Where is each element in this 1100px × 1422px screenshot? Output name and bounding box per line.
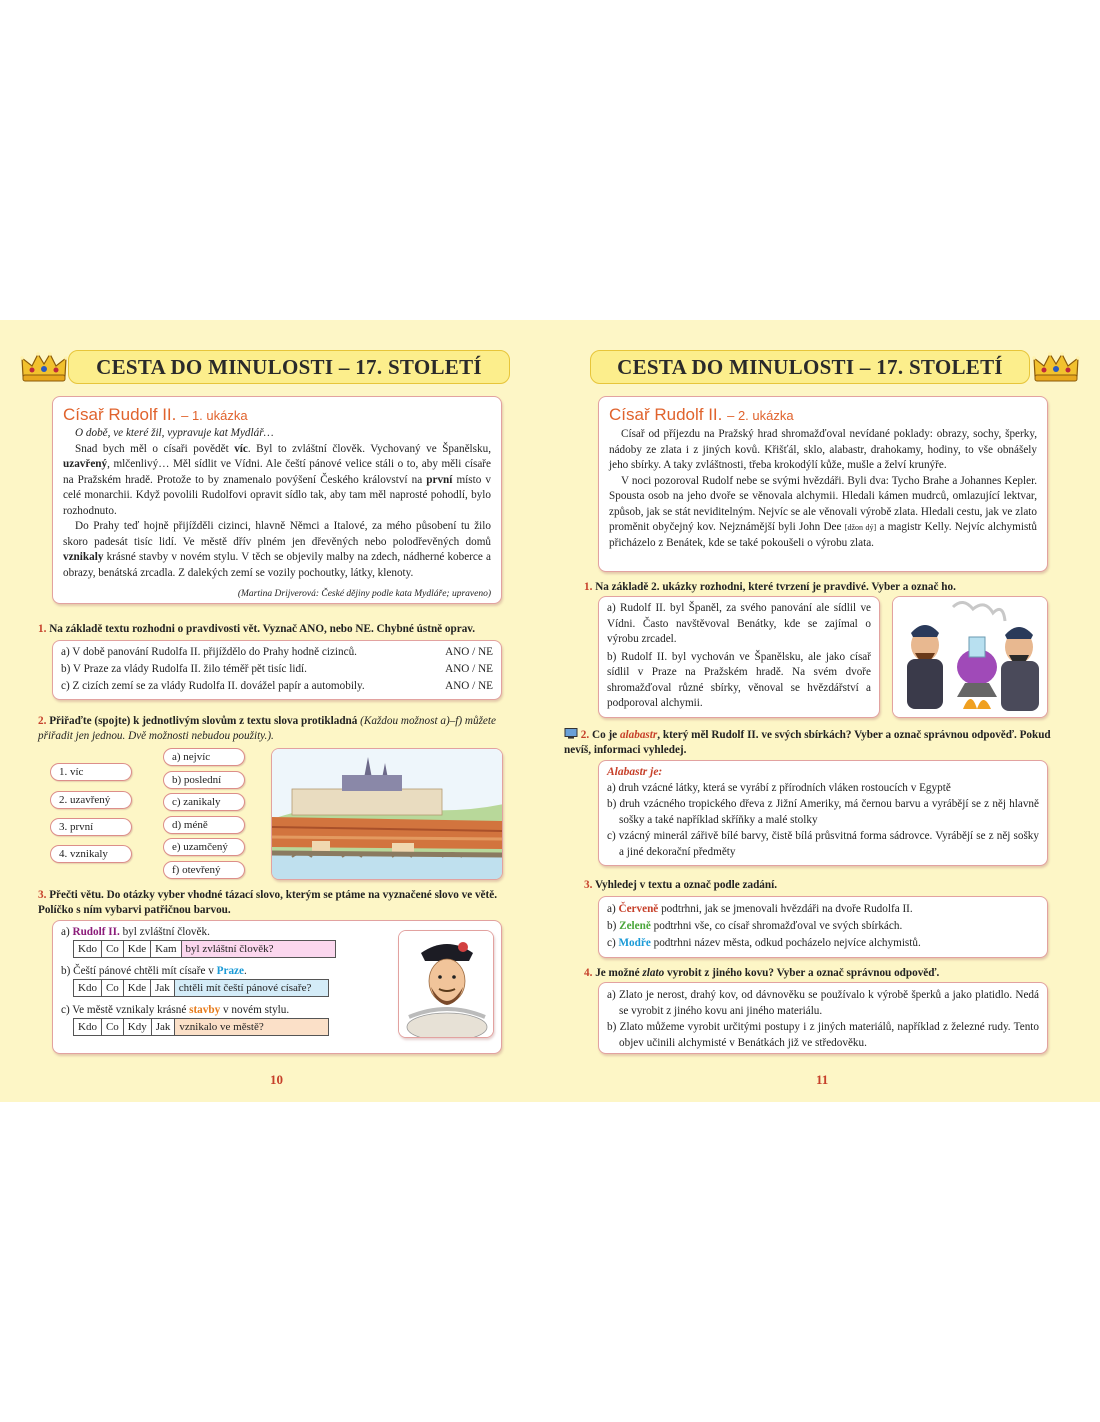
q1-option-b[interactable]: b) Rudolf II. byl vychován ve Španělsku, ale jako císař sídlil v Praze na Pražském hradě. Na svém dvoře shromažďoval různé sbírky, věnoval se hvězdářství a podporoval alchymii. (607, 650, 871, 709)
question-word-cell[interactable]: Kdo (74, 1019, 102, 1036)
reading-title: Císař Rudolf II. – 1. ukázka (63, 405, 248, 424)
q3-table-c (73, 1018, 329, 1036)
question-word-cell[interactable]: Jak (151, 1019, 175, 1036)
page-number: 11 (816, 1072, 829, 1087)
question-3: 3. Vyhledej v textu a označ podle zadání. (584, 879, 778, 891)
prague-castle-illustration (271, 748, 503, 880)
question-word-cell[interactable]: Jak (151, 980, 175, 997)
q3-instruction-c: c) Modře podtrhni název města, odkud pocházelo nejvíce alchymistů. (607, 937, 921, 949)
computer-icon (564, 728, 578, 739)
question-word-cell[interactable]: Kdo (74, 980, 102, 997)
q2-option-c[interactable]: c) vzácný minerál zářivě bílé barvy, čistě bílá průsvitná forma sádrovce. Vyrábějí se z něj sošky a jiné dekorační předměty (607, 830, 1039, 858)
option-pill[interactable]: f) otevřený (163, 861, 245, 879)
reading-title: Císař Rudolf II. – 2. ukázka (609, 405, 794, 424)
word-pill[interactable]: 3. první (50, 818, 132, 836)
question-word-cell[interactable]: Co (101, 1019, 123, 1036)
option-pill[interactable]: c) zanikaly (163, 793, 245, 811)
crown-icon (20, 350, 68, 384)
book-spread (0, 320, 1100, 1102)
q3-table-b (73, 979, 329, 997)
alchemists-illustration (892, 596, 1048, 718)
q3-sentence-a: a) Rudolf II. byl zvláštní člověk. (61, 926, 210, 938)
option-pill[interactable]: a) nejvíc (163, 748, 245, 766)
page-left (0, 320, 550, 1102)
q2-option-a[interactable]: a) druh vzácné látky, která se vyrábí z přírodních vláken rostoucích v Egyptě (607, 782, 951, 794)
reading-box-2 (598, 396, 1048, 572)
page-right (550, 320, 1100, 1102)
q4-option-a[interactable]: a) Zlato je nerost, drahý kov, od dávnověku se používalo k výrobě šperků a jako platidlo. Nedá se vyrobit z jiného kovu ani jiného materiálu. (607, 989, 1039, 1017)
question-1: 1. Na základě 2. ukázky rozhodni, které tvrzení je pravdivé. Vyber a označ ho. (584, 581, 956, 593)
reading-box-1 (52, 396, 502, 604)
word-pill[interactable]: 2. uzavřený (50, 791, 132, 809)
q1-option-a[interactable]: a) Rudolf II. byl Španěl, za svého panování ale sídlil ve Vídni. Často navštěvoval Benátky, kde se zajímal o výrobu zrcadel. (607, 602, 871, 645)
word-pill[interactable]: 1. víc (50, 763, 132, 781)
q3-instruction-b: b) Zeleně podtrhni vše, co císař shromažďoval ve svých sbírkách. (607, 920, 903, 932)
q2-box-title: Alabastr je: (607, 766, 663, 778)
page-banner: CESTA DO MINULOSTI – 17. STOLETÍ (590, 350, 1030, 384)
q2-option-b[interactable]: b) druh vzácného tropického dřeva z Jižní Ameriky, má černou barvu a vyrábějí se z něj hlavně sošky a také například skříňky a malé stolky (607, 798, 1039, 826)
word-pill[interactable]: 4. vznikaly (50, 845, 132, 863)
reading-text: O době, ve které žil, vypravuje kat Mydlář… Snad bych měl o císaři povědět víc. Byl to zvláštní člověk. Vychovaný ve Španělsku, uzavřený, mlčenlivý… Měl sídlit ve Vídni. Ale čeští pánové velice stáli o to, aby měli císaře na Pražském hradě. Protože to by znamenalo povýšení Českého království na první místo v celé monarchii. Když povolili Rudolfovi opravit sídlo tak, aby tam měl naprosté pohodlí, bylo rozhodnuto. Do Prahy teď hojně přijížděli cizinci, hlavně Němci a Italové, za mého působení tu žilo skoro padesát tisíc lidí. Ve městě dřív plném jen dřevěných nebo polodřevěných domů vznikaly krásné stavby v novém stylu. V těch se objevily malby na zdech, nádherné koberce a obrazy, benátská zrcadla. Z dalekých zemí se vozily pochoutky, látky, klenoty. (63, 427, 491, 579)
q2-box (598, 760, 1048, 866)
q3-table-a (73, 940, 336, 958)
q1-box (52, 640, 502, 700)
question-word-cell[interactable]: Co (101, 941, 123, 958)
q4-box (598, 982, 1048, 1054)
q3-sentence-c: c) Ve městě vznikaly krásné stavby v novém stylu. (61, 1004, 290, 1016)
question-text-cell: byl zvláštní člověk? (181, 941, 335, 958)
option-pill[interactable]: e) uzamčený (163, 838, 245, 856)
question-word-cell[interactable]: Kde (123, 941, 150, 958)
q1-box (598, 596, 880, 718)
question-word-cell[interactable]: Kde (123, 980, 150, 997)
rudolf-portrait (398, 930, 494, 1038)
question-text-cell: chtěli mít čeští pánové císaře? (174, 980, 328, 997)
q1-row[interactable]: c) Z cizích zemí se za vlády Rudolfa II. dovážel papír a automobily. ANO / NE (61, 680, 493, 692)
page-number: 10 (270, 1072, 283, 1087)
reading-text: Císař od příjezdu na Pražský hrad shromažďoval nevídané poklady: obrazy, sochy, šperky, nádoby ze zlata i z jiných kovů. Křišťál, sklo, alabastr, drahokamy, hodiny, to vše obnášely jeho sbírky. A taky zvláštnosti, třeba krokodýlí kůže, mušle a želví krunýře. V noci pozoroval Rudolf nebe se svými hvězdáři. Byli dva: Tycho Brahe a Johannes Kepler. Spousta osob na jeho dvoře se věnovala alchymii. Hledali kámen mudrců, omlazující lektvar, způsob, jak se stát neviditelným. Nejvíc se ale věnovali výrobě zlata. Hledali cestu, jak ve zlato proměnit obyčejný kov. Nejznámější byli John Dee [džon dý] a magistr Kelly. Nejvíc alchymistů přicházelo z Benátek, kde se také pokoušeli o výrobu zlata. (609, 428, 1037, 549)
question-2: 2. Co je alabastr, který měl Rudolf II. ve svých sbírkách? Vyber a označ správnou odpověď. Pokud nevíš, informaci vyhledej. (564, 729, 1051, 756)
option-pill[interactable]: b) poslední (163, 771, 245, 789)
q1-row[interactable]: a) V době panování Rudolfa II. přijíždělo do Prahy hodně cizinců. ANO / NE (61, 646, 493, 658)
q3-sentence-b: b) Čeští pánové chtěli mít císaře v Praze. (61, 965, 247, 977)
question-4: 4. Je možné zlato vyrobit z jiného kovu? Vyber a označ správnou odpověď. (584, 967, 940, 979)
question-3: 3. Přečti větu. Do otázky vyber vhodné tázací slovo, kterým se ptáme na vyznačené slovo ve větě. Políčko s ním vybarvi patřičnou barvou. (38, 889, 498, 916)
q3-instruction-a: a) Červeně podtrhni, jak se jmenovali hvězdáři na dvoře Rudolfa II. (607, 903, 913, 915)
q1-row[interactable]: b) V Praze za vlády Rudolfa II. žilo téměř pět tisíc lidí. ANO / NE (61, 663, 493, 675)
question-2: 2. Přiřaďte (spojte) k jednotlivým slovům z textu slova protikladná (Každou možnost a)–f) můžete přiřadit jen jednou. Dvě možnosti nebudou použity.). (38, 715, 496, 742)
question-text-cell: vznikalo ve městě? (175, 1019, 329, 1036)
question-word-cell[interactable]: Co (101, 980, 123, 997)
option-pill[interactable]: d) méně (163, 816, 245, 834)
question-word-cell[interactable]: Kam (151, 941, 181, 958)
q4-option-b[interactable]: b) Zlato můžeme vyrobit určitými postupy i z jiných materiálů, například z železné rudy. Tento objev učinili alchymisté v Benátkách již ve středověku. (607, 1021, 1039, 1049)
q3-box (598, 896, 1048, 958)
reading-source: (Martina Drijverová: České dějiny podle kata Mydláře; upraveno) (237, 589, 491, 599)
question-word-cell[interactable]: Kdy (123, 1019, 151, 1036)
question-1: 1. Na základě textu rozhodni o pravdivosti vět. Vyznač ANO, nebo NE. Chybné ústně oprav. (38, 623, 476, 635)
question-word-cell[interactable]: Kdo (74, 941, 102, 958)
crown-icon (1032, 350, 1080, 384)
page-banner: CESTA DO MINULOSTI – 17. STOLETÍ (68, 350, 510, 384)
